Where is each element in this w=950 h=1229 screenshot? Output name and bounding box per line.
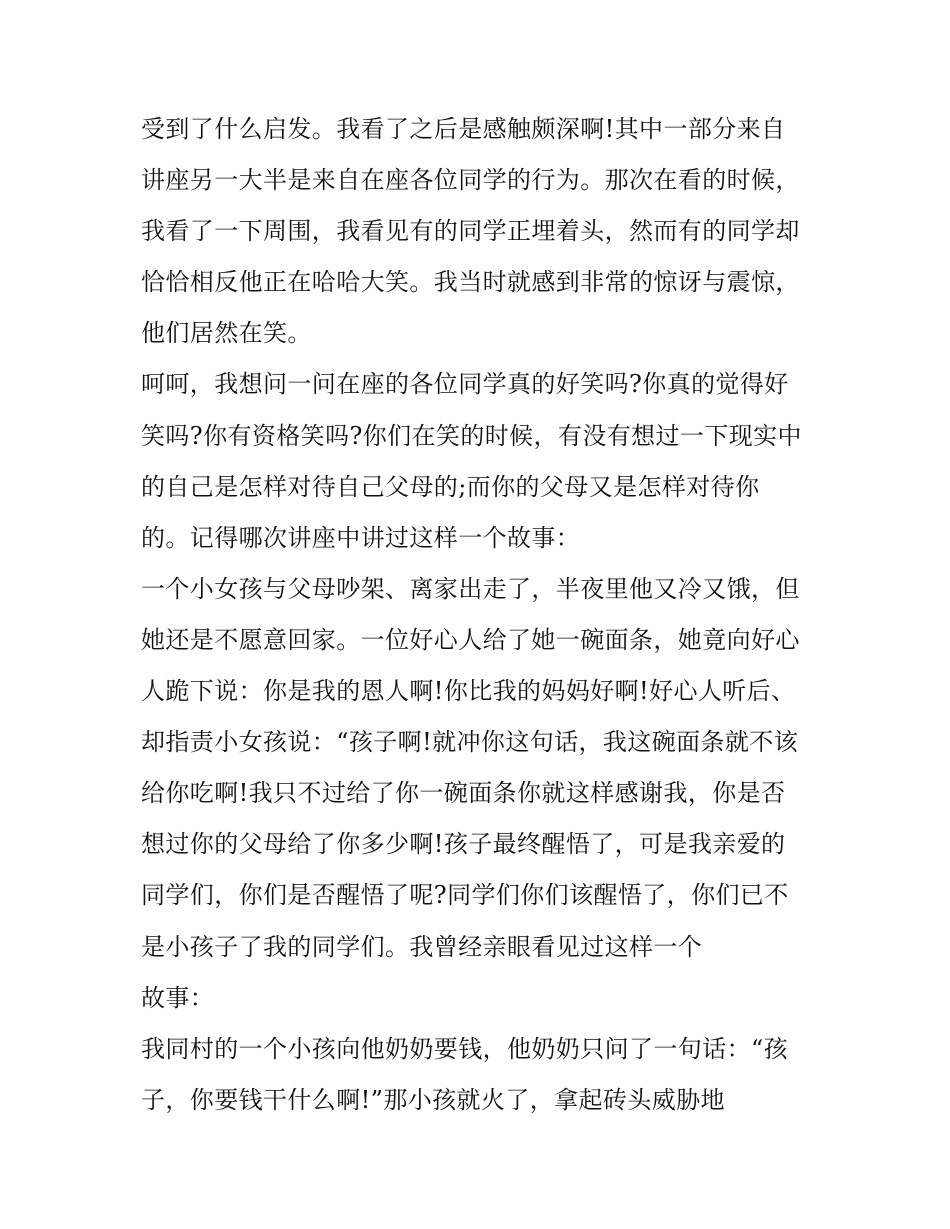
text-line: 我看了一下周围，我看见有的同学正埋着头，然而有的同学却 (141, 217, 800, 246)
text-line: 子，你要钱干什么啊!”那小孩就火了，拿起砖头威胁地 (141, 1085, 725, 1114)
text-line: 呵呵，我想问一问在座的各位同学真的好笑吗?你真的觉得好 (141, 370, 789, 399)
text-line: 一个小女孩与父母吵架、离家出走了，半夜里他又冷又饿，但 (141, 574, 800, 603)
body-text (141, 104, 821, 1126)
text-line: 想过你的父母给了你多少啊!孩子最终醒悟了，可是我亲爱的 (141, 830, 786, 859)
text-line: 他们居然在笑。 (141, 319, 312, 348)
text-line: 的自己是怎样对待自己父母的;而你的父母又是怎样对待你 (141, 472, 760, 501)
text-line: 她还是不愿意回家。一位好心人给了她一碗面条，她竟向好心 (141, 625, 800, 654)
text-line: 我同村的一个小孩向他奶奶要钱，他奶奶只问了一句话：“孩 (141, 1034, 789, 1063)
text-line: 讲座另一大半是来自在座各位同学的行为。那次在看的时候， (141, 166, 800, 195)
text-line: 恰恰相反他正在哈哈大笑。我当时就感到非常的惊讶与震惊， (141, 268, 800, 297)
text-line: 受到了什么启发。我看了之后是感触颇深啊!其中一部分来自 (141, 115, 786, 143)
text-line: 笑吗?你有资格笑吗?你们在笑的时候，有没有想过一下现实中 (141, 421, 802, 450)
text-line: 故事： (141, 983, 215, 1012)
text-line: 同学们，你们是否醒悟了呢?同学们你们该醒悟了，你们已不 (141, 881, 789, 910)
text-line: 给你吃啊!我只不过给了你一碗面条你就这样感谢我，你是否 (141, 779, 786, 808)
text-line: 人跪下说：你是我的恩人啊!你比我的妈妈好啊!好心人听后、 (141, 677, 796, 706)
text-line: 的。记得哪次讲座中讲过这样一个故事： (141, 523, 581, 552)
text-line: 却指责小女孩说：“孩子啊!就冲你这句话，我这碗面条就不该 (141, 728, 799, 757)
text-line: 是小孩子了我的同学们。我曾经亲眼看见过这样一个 (141, 932, 703, 961)
